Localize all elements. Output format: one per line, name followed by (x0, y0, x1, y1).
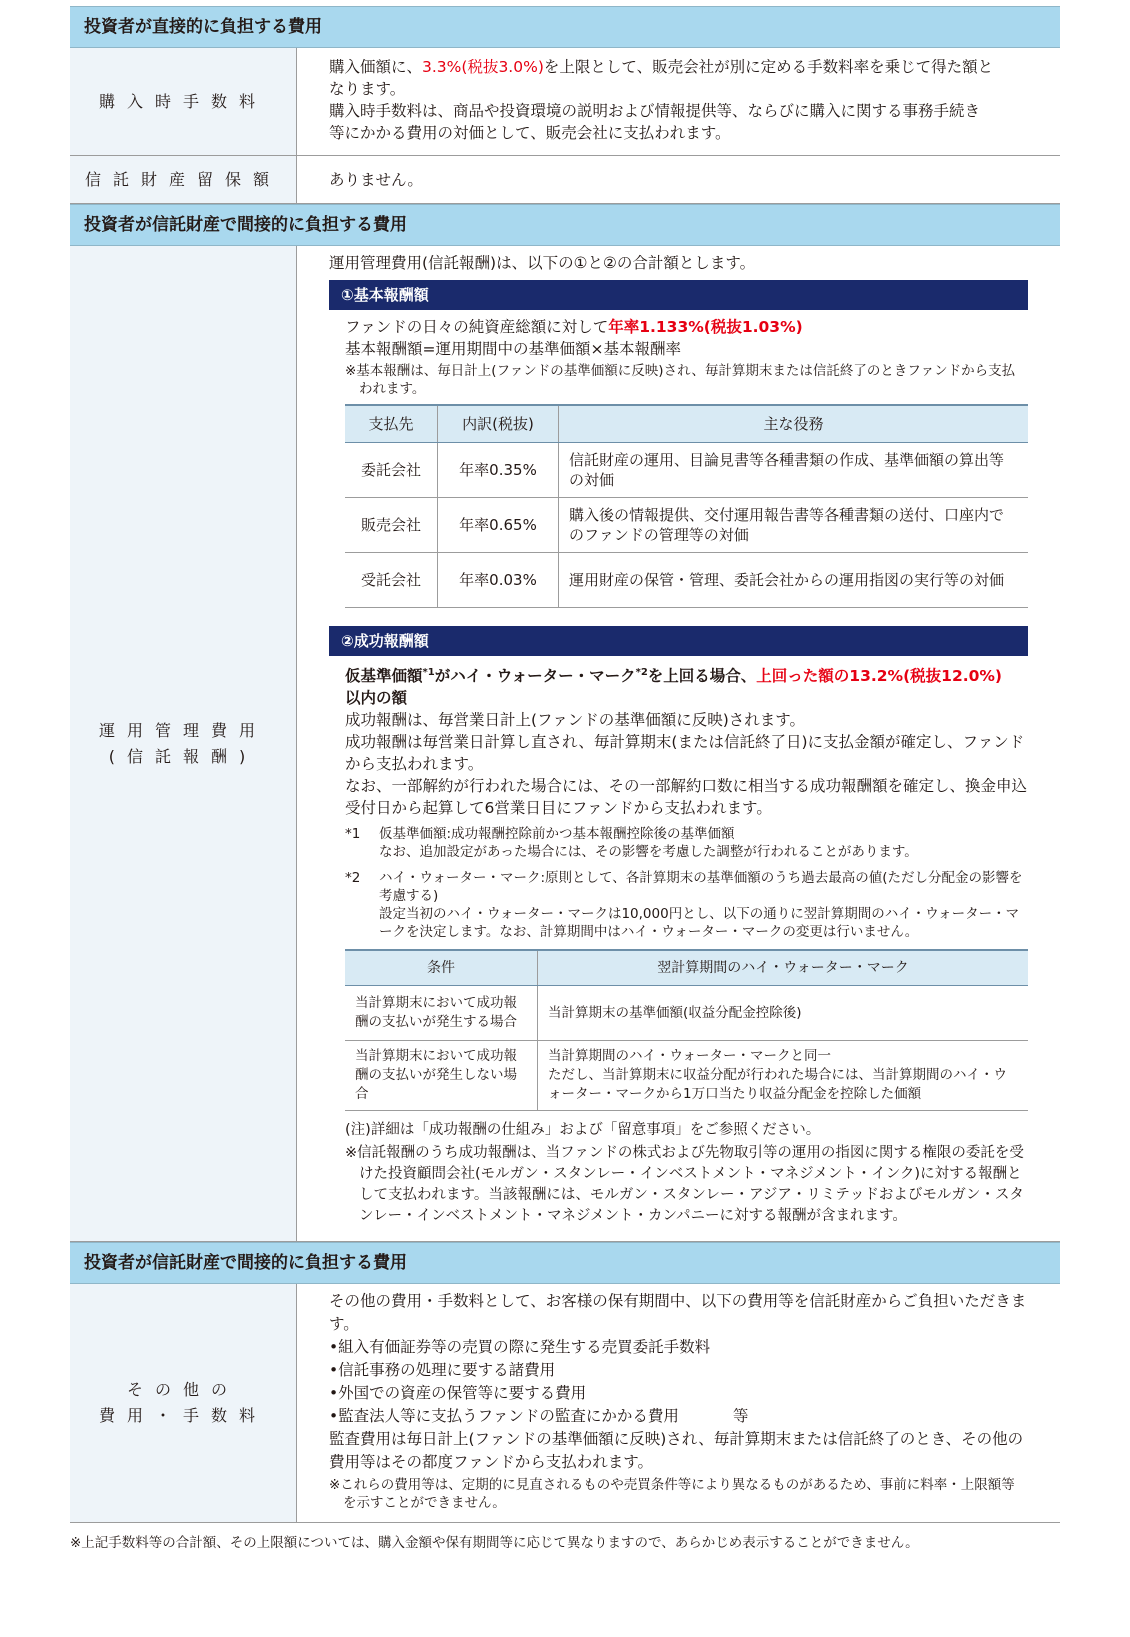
col-header: 主な役務 (559, 405, 1029, 443)
purchase-fee-content (297, 48, 1060, 155)
performance-delegation-note: ※信託報酬のうち成功報酬は、当ファンドの株式および先物取引等の運用の指図に関する権限の委託を受けた投資顧問会社(モルガン・スタンレー・インベストメント・マネジメント・インク)に対する報酬として支払われます。当該報酬には、モルガン・スタンレー・アジア・リミテッドおよびモルガン・スタンレー・インベストメント・マネジメント・カンパニーに対する報酬が含まれます。 (345, 1145, 1024, 1225)
table-header (345, 950, 1028, 986)
text: 等 (732, 1407, 749, 1426)
performance-body-2: 成功報酬は毎営業日計算し直され、毎計算期末(または信託終了日)に支払金額が確定し、ファンドから支払われます。 (345, 733, 1025, 774)
text: 仮基準価額 (345, 667, 423, 686)
label-line1: その他の (126, 1380, 239, 1400)
footnote-key: *2 (345, 870, 361, 887)
purchase-fee-line1 (329, 56, 1028, 78)
table-cell: 当計算期末において成功報酬の支払いが発生する場合 (345, 986, 538, 1041)
table-cell: 販売会社 (345, 498, 438, 553)
audit-note: 監査費用は毎日計上(ファンドの基準価額に反映)され、毎計算期末または信託終了のとき、その他の費用等はその都度ファンドから支払われます。 (329, 1430, 1024, 1472)
row-management-fee (70, 246, 1060, 1242)
base-fee-formula: 基本報酬額=運用期間中の基準価額×基本報酬率 (345, 340, 681, 358)
text: がハイ・ウォーター・マーク (434, 667, 636, 686)
performance-body-3: なお、一部解約が行われた場合には、その一部解約口数に相当する成功報酬額を確定し、換金申込受付日から起算して6営業日目にファンドから支払われます。 (345, 777, 1028, 818)
text: を上回る場合、 (647, 667, 757, 686)
high-water-mark-table (345, 949, 1028, 1111)
footnote-mark: *2 (635, 667, 648, 678)
table-cell: 年率0.03% (438, 553, 559, 608)
table-row (345, 1041, 1028, 1111)
purchase-fee-line3: 購入時手数料は、商品や投資環境の説明および情報提供等、ならびに購入に関する事務手続き (329, 102, 981, 120)
footnote-2 (345, 869, 1028, 941)
management-fee-content (297, 246, 1060, 1241)
table-cell: 運用財産の保管・管理、委託会社からの運用指図の実行等の対価 (559, 553, 1029, 608)
footnote-key: *1 (345, 826, 361, 843)
row-purchase-fee (70, 48, 1060, 156)
text: 購入価額に、 (329, 58, 423, 76)
section-header-direct-costs: 投資者が直接的に負担する費用 (70, 6, 1060, 48)
section-header-indirect-costs: 投資者が信託財産で間接的に負担する費用 (70, 204, 1060, 246)
table-cell: 受託会社 (345, 553, 438, 608)
other-intro: その他の費用・手数料として、お客様の保有期間中、以下の費用等を信託財産からご負担いただきます。 (329, 1292, 1027, 1334)
label-line2: 費用・手数料 (98, 1406, 267, 1426)
table-cell: 委託会社 (345, 443, 438, 498)
table-cell: 年率0.65% (438, 498, 559, 553)
list-item: •外国での資産の保管等に要する費用 (329, 1384, 587, 1403)
management-fee-label (70, 246, 297, 1241)
list-item: •信託事務の処理に要する諸費用 (329, 1361, 556, 1380)
purchase-fee-line2: なります。 (329, 80, 406, 98)
reserve-value: ありません。 (297, 156, 1060, 203)
col-header: 内訳(税抜) (438, 405, 559, 443)
performance-body-1: 成功報酬は、毎営業日計上(ファンドの基準価額に反映)されます。 (345, 711, 806, 730)
performance-fee-bar: ②成功報酬額 (329, 626, 1028, 656)
base-fee-table (345, 404, 1028, 608)
list-item (329, 1405, 1028, 1428)
table-cell: 当計算期末の基準価額(収益分配金控除後) (538, 986, 1029, 1041)
page-footnote: ※上記手数料等の合計額、その上限額については、購入金額や保有期間等に応じて異なりますので、あらかじめ表示することができません。 (70, 1535, 919, 1552)
performance-fee-rate: 上回った額の13.2%(税抜12.0%) (756, 667, 1003, 686)
row-other-fees (70, 1284, 1060, 1523)
list-item: •組入有価証券等の売買の際に発生する売買委託手数料 (329, 1338, 711, 1357)
base-fee-rate-line (345, 316, 1028, 338)
other-fees-label (70, 1284, 297, 1522)
other-fees-content (297, 1284, 1060, 1522)
table-row (345, 498, 1028, 553)
performance-note: (注)詳細は「成功報酬の仕組み」および「留意事項」をご参照ください。 (345, 1122, 821, 1139)
row-reserve (70, 156, 1060, 204)
base-fee-rate: 年率1.133%(税抜1.03%) (608, 318, 803, 336)
table-cell: 当計算期間のハイ・ウォーター・マークと同一 ただし、当計算期末に収益分配が行われた場合には、当計算期間のハイ・ウォーター・マークから1万口当たり収益分配金を控除した価額 (538, 1041, 1029, 1111)
performance-fee-section (329, 656, 1028, 1227)
col-header: 翌計算期間のハイ・ウォーター・マーク (538, 950, 1029, 986)
footnote-body (379, 869, 1028, 941)
purchase-fee-label: 購入時手数料 (70, 48, 297, 155)
performance-fee-headline (345, 662, 1028, 709)
text: 以内の額 (345, 689, 408, 708)
table-cell: 信託財産の運用、目論見書等各種書類の作成、基準価額の算出等の対価 (559, 443, 1029, 498)
text: ファンドの日々の純資産総額に対して (345, 318, 609, 336)
text: ハイ・ウォーター・マーク:原則として、各計算期末の基準価額のうち過去最高の値(ただし分配金の影響を考慮する) (379, 870, 1023, 905)
purchase-fee-line4: 等にかかる費用の対価として、販売会社に支払われます。 (329, 124, 731, 142)
text: を上限として、販売会社が別に定める手数料率を乗じて得た額と (543, 58, 994, 76)
text: •監査法人等に支払うファンドの監査にかかる費用 (329, 1407, 679, 1426)
table-row (345, 553, 1028, 608)
text: 仮基準価額:成功報酬控除前かつ基本報酬控除後の基準価額 (379, 826, 735, 843)
fee-document (70, 6, 1060, 1565)
reserve-label: 信託財産留保額 (70, 156, 297, 203)
table-cell: 購入後の情報提供、交付運用報告書等各種書類の送付、口座内でのファンドの管理等の対価 (559, 498, 1029, 553)
base-fee-note: ※基本報酬は、毎日計上(ファンドの基準価額に反映)され、毎計算期末または信託終了のときファンドから支払われます。 (345, 363, 1016, 397)
footnote-body (379, 825, 918, 861)
other-fees-note: ※これらの費用等は、定期的に見直されるものや売買条件等により異なるものがあるため、事前に料率・上限額等を示すことができません。 (329, 1477, 1015, 1512)
table-row (345, 443, 1028, 498)
table-row (345, 986, 1028, 1041)
max-rate: 3.3%(税抜3.0%) (422, 58, 544, 76)
table-cell: 当計算期末において成功報酬の支払いが発生しない場合 (345, 1041, 538, 1111)
text: なお、追加設定があった場合には、その影響を考慮した調整が行われることがあります。 (379, 844, 918, 861)
base-fee-bar: ①基本報酬額 (329, 280, 1028, 310)
management-intro: 運用管理費用(信託報酬)は、以下の①と②の合計額とします。 (329, 254, 756, 272)
label-line2: (信託報酬) (108, 746, 258, 766)
table-cell: 年率0.35% (438, 443, 559, 498)
table-header (345, 405, 1028, 443)
footnote-1 (345, 825, 1028, 861)
col-header: 支払先 (345, 405, 438, 443)
text: 設定当初のハイ・ウォーター・マークは10,000円とし、以下の通りに翌計算期間のハイ・ウォーター・マークを決定します。なお、計算期間中はハイ・ウォーター・マークの変更は行いません。 (379, 906, 1020, 941)
base-fee-section (329, 310, 1028, 608)
footnote-mark: *1 (422, 667, 435, 678)
label-line1: 運用管理費用 (98, 720, 267, 740)
section-header-indirect-costs-2: 投資者が信託財産で間接的に負担する費用 (70, 1242, 1060, 1284)
col-header: 条件 (345, 950, 538, 986)
